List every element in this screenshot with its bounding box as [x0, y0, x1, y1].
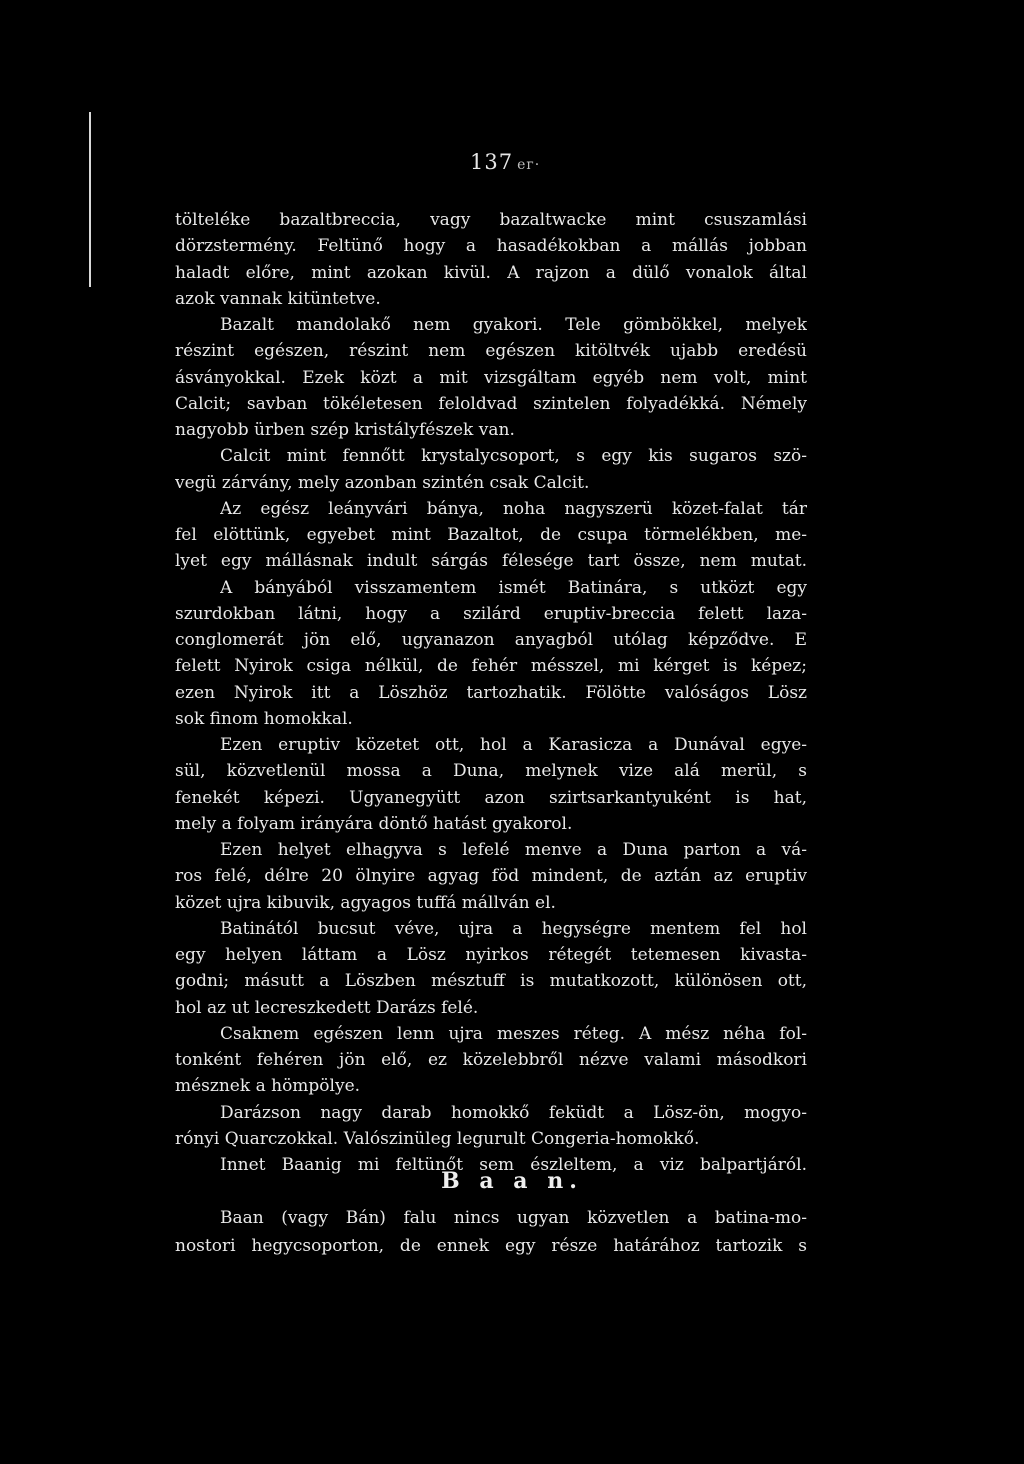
text-line: szurdokban látni, hogy a szilárd eruptiv-breccia felett laza- [175, 604, 807, 624]
section-heading: B a a n. [441, 1168, 583, 1194]
text-line: Batinától bucsut véve, ujra a hegységre mentem fel hol [220, 919, 807, 939]
text-line: Ezen eruptiv közetet ott, hol a Karasicza a Dunával egye- [220, 735, 807, 755]
text-line: egy helyen láttam a Lösz nyirkos rétegét tetemesen kivasta- [175, 945, 807, 965]
text-line: conglomerát jön elő, ugyanazon anyagból utólag képződve. E [175, 630, 807, 650]
text-line: közet ujra kibuvik, agyagos tuffá mállván el. [175, 893, 556, 913]
text-line: Bazalt mandolakő nem gyakori. Tele gömbökkel, melyek [220, 315, 807, 335]
page-number-text: 137 [470, 150, 514, 174]
text-line: felett Nyirok csiga nélkül, de fehér mésszel, mi kérget is képez; [175, 656, 807, 676]
text-line: tonként fehéren jön elő, ez közelebbről nézve valami másodkori [175, 1050, 807, 1070]
margin-rule [89, 112, 91, 287]
text-line: tölteléke bazaltbreccia, vagy bazaltwacke mint csuszamlási [175, 210, 807, 230]
page-mark: eг· [517, 157, 541, 173]
text-line: azok vannak kitüntetve. [175, 289, 381, 309]
text-line: haladt előre, mint azokan kivül. A rajzon a dülő vonalok által [175, 263, 807, 283]
text-line: Baan (vagy Bán) falu nincs ugyan közvetlen a batina-mo- [220, 1208, 807, 1228]
text-line: Innet Baanig mi feltünőt sem észleltem, a viz balpartjáról. [220, 1155, 807, 1175]
text-line: hol az ut lecreszkedett Darázs felé. [175, 998, 479, 1018]
text-line: Ezen helyet elhagyva s lefelé menve a Duna parton a vá- [220, 840, 807, 860]
text-line: nagyobb ürben szép kristályfészek van. [175, 420, 515, 440]
text-line: ásványokkal. Ezek közt a mit vizsgáltam egyéb nem volt, mint [175, 368, 807, 388]
text-line: dörzstermény. Feltünő hogy a hasadékokban a mállás jobban [175, 236, 807, 256]
text-line: vegü zárvány, mely azonban szintén csak Calcit. [175, 473, 590, 493]
text-line: Darázson nagy darab homokkő feküdt a Lösz-ön, mogyo- [220, 1103, 807, 1123]
text-line: rónyi Quarczokkal. Valószinüleg legurult Congeria-homokkő. [175, 1129, 700, 1149]
text-line: ros felé, délre 20 ölnyire agyag föd mindent, de aztán az eruptiv [175, 866, 807, 886]
text-line: Calcit; savban tökéletesen feloldvad szintelen folyadékká. Némely [175, 394, 807, 414]
text-line: fel elöttünk, egyebet mint Bazaltot, de csupa törmelékben, me- [175, 525, 807, 545]
text-line: nostori hegycsoporton, de ennek egy része határához tartozik s [175, 1236, 807, 1256]
text-line: lyet egy mállásnak indult sárgás félesége tart össze, nem mutat. [175, 551, 807, 571]
text-line: Az egész leányvári bánya, noha nagyszerü közet-falat tár [220, 499, 807, 519]
text-line: részint egészen, részint nem egészen kitöltvék ujabb eredésü [175, 341, 807, 361]
text-line: mésznek a hömpölye. [175, 1076, 361, 1096]
text-line: mely a folyam irányára döntő hatást gyakorol. [175, 814, 573, 834]
text-line: fenekét képezi. Ugyanegyütt azon szirtsarkantyuként is hat, [175, 788, 807, 808]
text-line: sül, közvetlenül mossa a Duna, melynek vize alá merül, s [175, 761, 807, 781]
text-line: Csaknem egészen lenn ujra meszes réteg. A mész néha fol- [220, 1024, 807, 1044]
page-number [470, 150, 540, 174]
text-line: Calcit mint fennőtt krystalycsoport, s egy kis sugaros szö- [220, 446, 807, 466]
text-line: godni; másutt a Löszben mésztuff is mutatkozott, különösen ott, [175, 971, 807, 991]
text-line: sok finom homokkal. [175, 709, 353, 729]
text-line: ezen Nyirok itt a Löszhöz tartozhatik. Fölötte valóságos Lösz [175, 683, 807, 703]
text-line: A bányából visszamentem ismét Batinára, s utközt egy [220, 578, 807, 598]
